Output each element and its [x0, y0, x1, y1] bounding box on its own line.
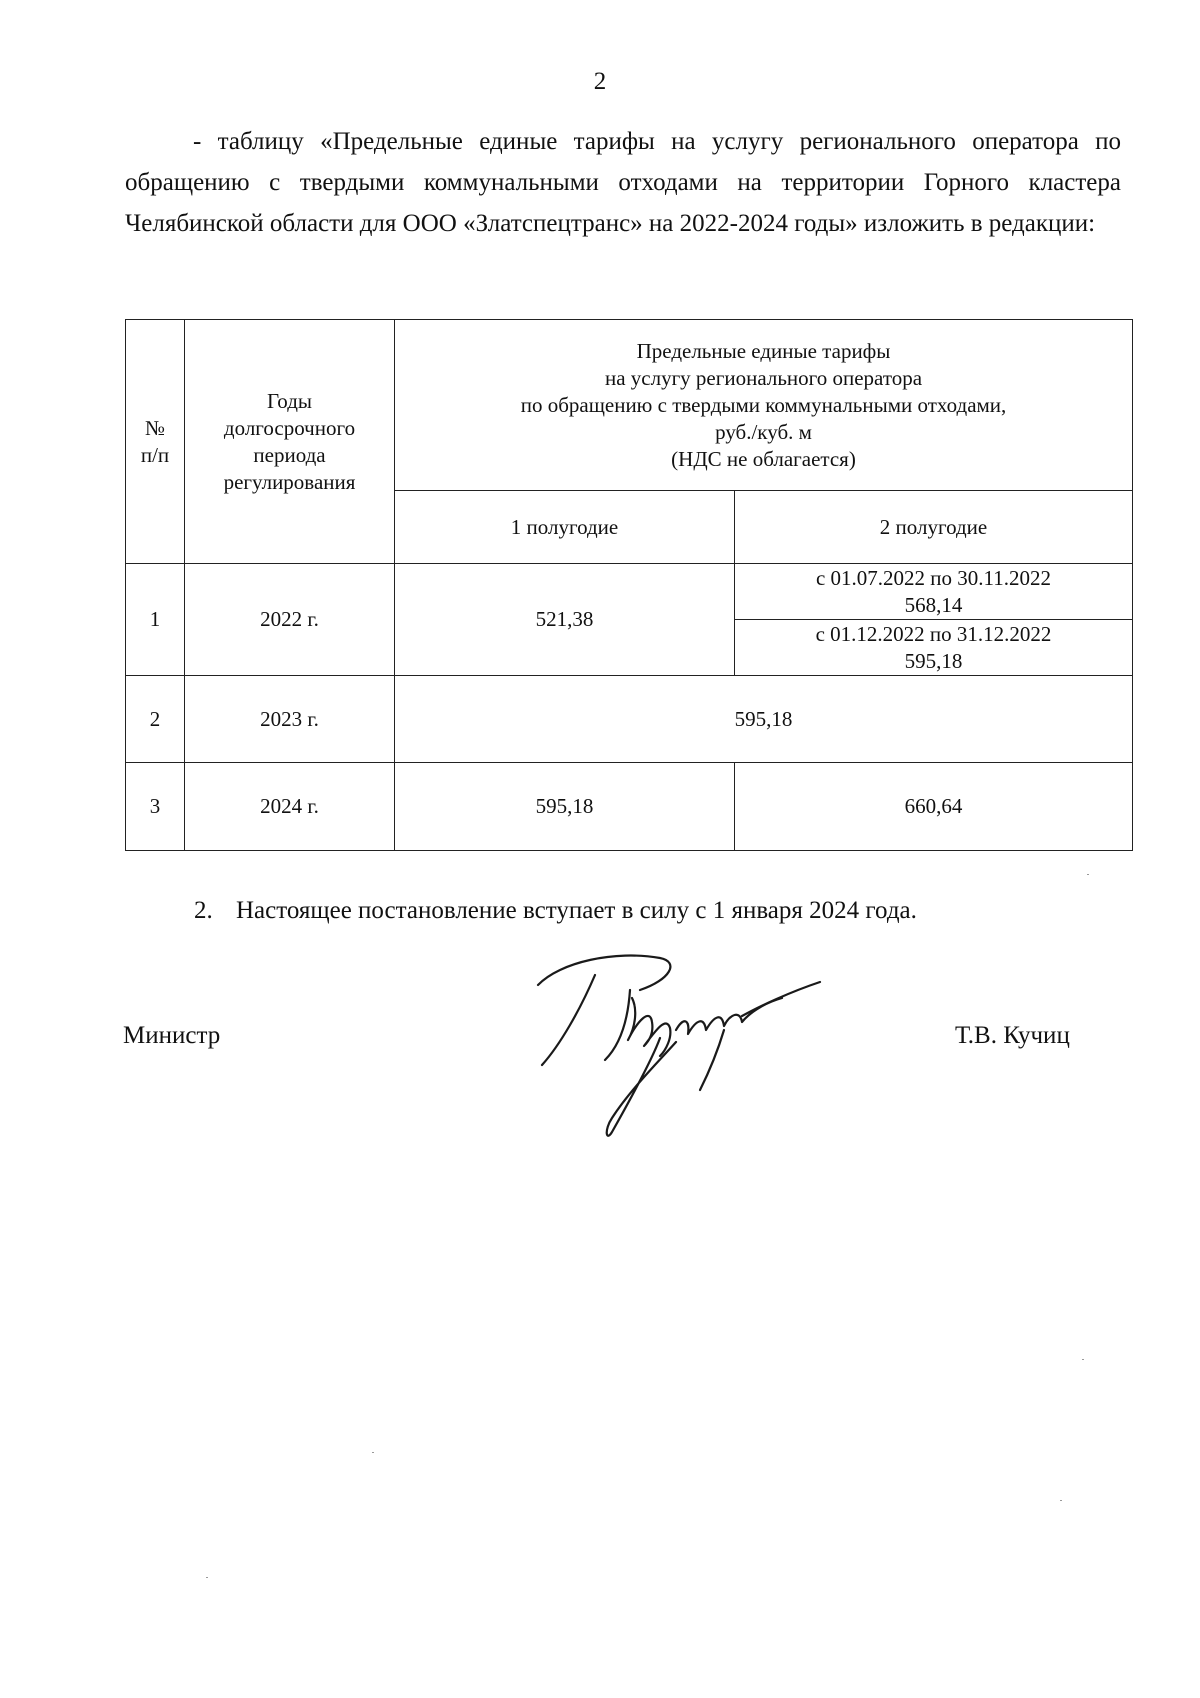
header-years-line: Годы: [267, 388, 312, 413]
scan-speck: [1060, 1500, 1062, 1501]
row3-half1: 595,18: [395, 763, 735, 851]
effective-date-item: [194, 897, 917, 925]
header-number-line2: п/п: [140, 442, 170, 467]
row1-half1: 521,38: [395, 564, 735, 676]
row1-half2-period: с 01.12.2022 по 31.12.2022: [815, 621, 1052, 646]
row2-merged-value: 595,18: [395, 676, 1133, 763]
page-number: 2: [593, 68, 607, 95]
scan-speck: [1087, 874, 1089, 875]
item-text: Настоящее постановление вступает в силу с 1 января 2024 года.: [236, 897, 917, 924]
scan-speck: [206, 1577, 208, 1578]
row1-half2-part1: [735, 564, 1133, 620]
row1-half2-value: 595,18: [904, 648, 963, 673]
intro-paragraph: [125, 121, 1121, 244]
row2-number: 2: [126, 676, 185, 763]
row1-half2-part2: [735, 620, 1133, 676]
row1-year: 2022 г.: [185, 564, 395, 676]
header-tariffs-line: по обращению с твердыми коммунальными отходами,: [520, 392, 1007, 417]
header-years: [185, 320, 395, 564]
header-tariffs-line: Предельные единые тарифы: [636, 338, 891, 363]
header-half1: 1 полугодие: [395, 491, 735, 564]
row3-year: 2024 г.: [185, 763, 395, 851]
signatory-position: Министр: [123, 1022, 221, 1049]
header-tariffs-line: на услугу регионального оператора: [604, 365, 923, 390]
signatory-name: Т.В. Кучиц: [955, 1022, 1070, 1049]
tariffs-table: [125, 319, 1133, 851]
header-tariffs-line: руб./куб. м: [715, 419, 812, 444]
header-tariffs: [395, 320, 1133, 491]
item-number: 2.: [194, 897, 213, 924]
handwritten-signature: [520, 950, 840, 1140]
row1-half2-value: 568,14: [904, 592, 963, 617]
header-years-line: долгосрочного: [223, 415, 356, 440]
header-number: [126, 320, 185, 564]
row3-number: 3: [126, 763, 185, 851]
row2-year: 2023 г.: [185, 676, 395, 763]
scan-speck: [372, 1452, 374, 1453]
header-tariffs-line: (НДС не облагается): [671, 446, 856, 471]
scan-speck: [1082, 1359, 1084, 1360]
intro-text: - таблицу «Предельные единые тарифы на услугу регионального оператора по обращению с твердыми коммунальными отходами на территории Горного кластера Челябинской области для ООО «Златспецтранс» на 2022-2024 годы» изложить в редакции:: [125, 128, 1121, 237]
header-number-line1: №: [144, 415, 166, 440]
header-years-line: регулирования: [223, 469, 356, 494]
row1-half2-period: с 01.07.2022 по 30.11.2022: [815, 565, 1052, 590]
row1-number: 1: [126, 564, 185, 676]
row3-half2: 660,64: [735, 763, 1133, 851]
header-years-line: периода: [253, 442, 326, 467]
header-half2: 2 полугодие: [735, 491, 1133, 564]
